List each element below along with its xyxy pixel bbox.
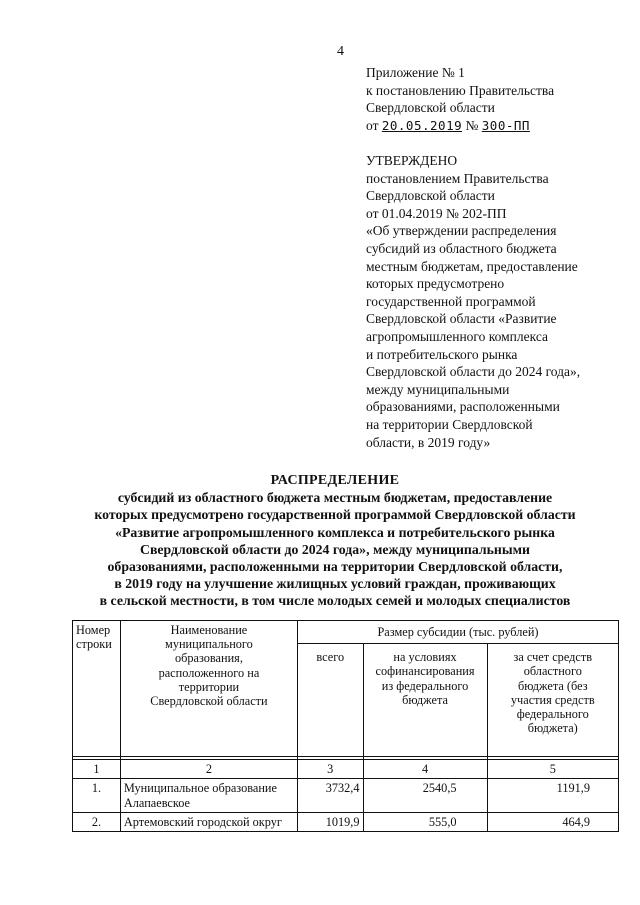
distribution-table bbox=[72, 620, 619, 832]
row-number: 1. bbox=[73, 779, 121, 812]
resolution-date: 20.05.2019 bbox=[381, 117, 463, 133]
header-municipality: Наименование муниципального образования, расположенного на территории Свердловской области bbox=[120, 621, 297, 757]
header-subsidy-size: Размер субсидии (тыс. рублей) bbox=[297, 621, 618, 644]
appendix-region: Свердловской области bbox=[366, 100, 495, 116]
date-prefix: от bbox=[366, 117, 379, 133]
title-line: которых предусмотрено государственной программой Свердловской области bbox=[94, 507, 576, 523]
table-row bbox=[73, 812, 619, 831]
column-number: 5 bbox=[487, 760, 618, 779]
title-line: субсидий из областного бюджета местным бюджетам, предоставление bbox=[117, 490, 553, 506]
title-line: Свердловской области до 2024 года», между муниципальными bbox=[140, 541, 530, 557]
appendix-date-line bbox=[366, 117, 628, 135]
approval-line: субсидий из областного бюджета bbox=[366, 240, 557, 256]
column-number: 3 bbox=[297, 760, 363, 779]
approval-line: агропромышленного комплекса bbox=[366, 328, 548, 344]
row-number: 2. bbox=[73, 812, 121, 831]
resolution-number: 300-ПП bbox=[481, 117, 530, 133]
subsidy-total: 1019,9 bbox=[297, 812, 363, 831]
header-total: всего bbox=[297, 644, 363, 757]
municipality-name: Муниципальное образование Алапаевское bbox=[120, 779, 297, 812]
header-federal: на условиях софинансирования из федерального бюджета bbox=[363, 644, 487, 757]
approval-line: Свердловской области до 2024 года», bbox=[366, 364, 581, 380]
table-header-row bbox=[73, 621, 619, 644]
subsidy-regional: 464,9 bbox=[487, 812, 618, 831]
approval-line: на территории Свердловской bbox=[366, 416, 533, 432]
municipality-name: Артемовский городской округ bbox=[120, 812, 297, 831]
appendix-title: Приложение № 1 bbox=[366, 65, 465, 80]
page-number: 4 bbox=[337, 44, 344, 59]
subsidy-total: 3732,4 bbox=[297, 779, 363, 812]
approval-line: образованиями, расположенными bbox=[366, 399, 560, 415]
appendix-resolution-ref: к постановлению Правительства bbox=[366, 82, 555, 98]
approval-line: которых предусмотрено bbox=[366, 276, 505, 292]
approval-line: области, в 2019 году» bbox=[366, 434, 491, 450]
title-line: образованиями, расположенными на территории Свердловской области, bbox=[107, 559, 563, 575]
header-regional: за счет средств областного бюджета (без участия средств федерального бюджета) bbox=[487, 644, 618, 757]
approval-line: государственной программой bbox=[366, 293, 536, 309]
title-heading: РАСПРЕДЕЛЕНИЕ bbox=[270, 473, 400, 488]
approval-block bbox=[366, 152, 628, 451]
approval-line: между муниципальными bbox=[366, 381, 510, 397]
approval-line: и потребительского рынка bbox=[366, 346, 518, 362]
title-line: «Развитие агропромышленного комплекса и потребительского рынка bbox=[115, 524, 555, 540]
title-line: в 2019 году на улучшение жилищных условий граждан, проживающих bbox=[114, 576, 556, 592]
header-row-number: Номер строки bbox=[73, 621, 121, 757]
table-row bbox=[73, 779, 619, 812]
approval-line: от 01.04.2019 № 202-ПП bbox=[366, 205, 507, 221]
document-title bbox=[40, 472, 630, 610]
column-number: 4 bbox=[363, 760, 487, 779]
approval-line: постановлением Правительства bbox=[366, 170, 549, 186]
number-prefix: № bbox=[465, 117, 479, 133]
column-number: 2 bbox=[120, 760, 297, 779]
approval-line: Свердловской области bbox=[366, 188, 495, 204]
subsidy-regional: 1191,9 bbox=[487, 779, 618, 812]
subsidy-federal: 555,0 bbox=[363, 812, 487, 831]
title-line: в сельской местности, в том числе молодых семей и молодых специалистов bbox=[99, 593, 571, 609]
approval-line: местным бюджетам, предоставление bbox=[366, 258, 578, 274]
appendix-block bbox=[366, 64, 628, 134]
approval-line: УТВЕРЖДЕНО bbox=[366, 153, 458, 168]
table-numbering-row bbox=[73, 760, 619, 779]
column-number: 1 bbox=[73, 760, 121, 779]
approval-line: «Об утверждении распределения bbox=[366, 223, 557, 239]
subsidy-federal: 2540,5 bbox=[363, 779, 487, 812]
approval-line: Свердловской области «Развитие bbox=[366, 311, 557, 327]
